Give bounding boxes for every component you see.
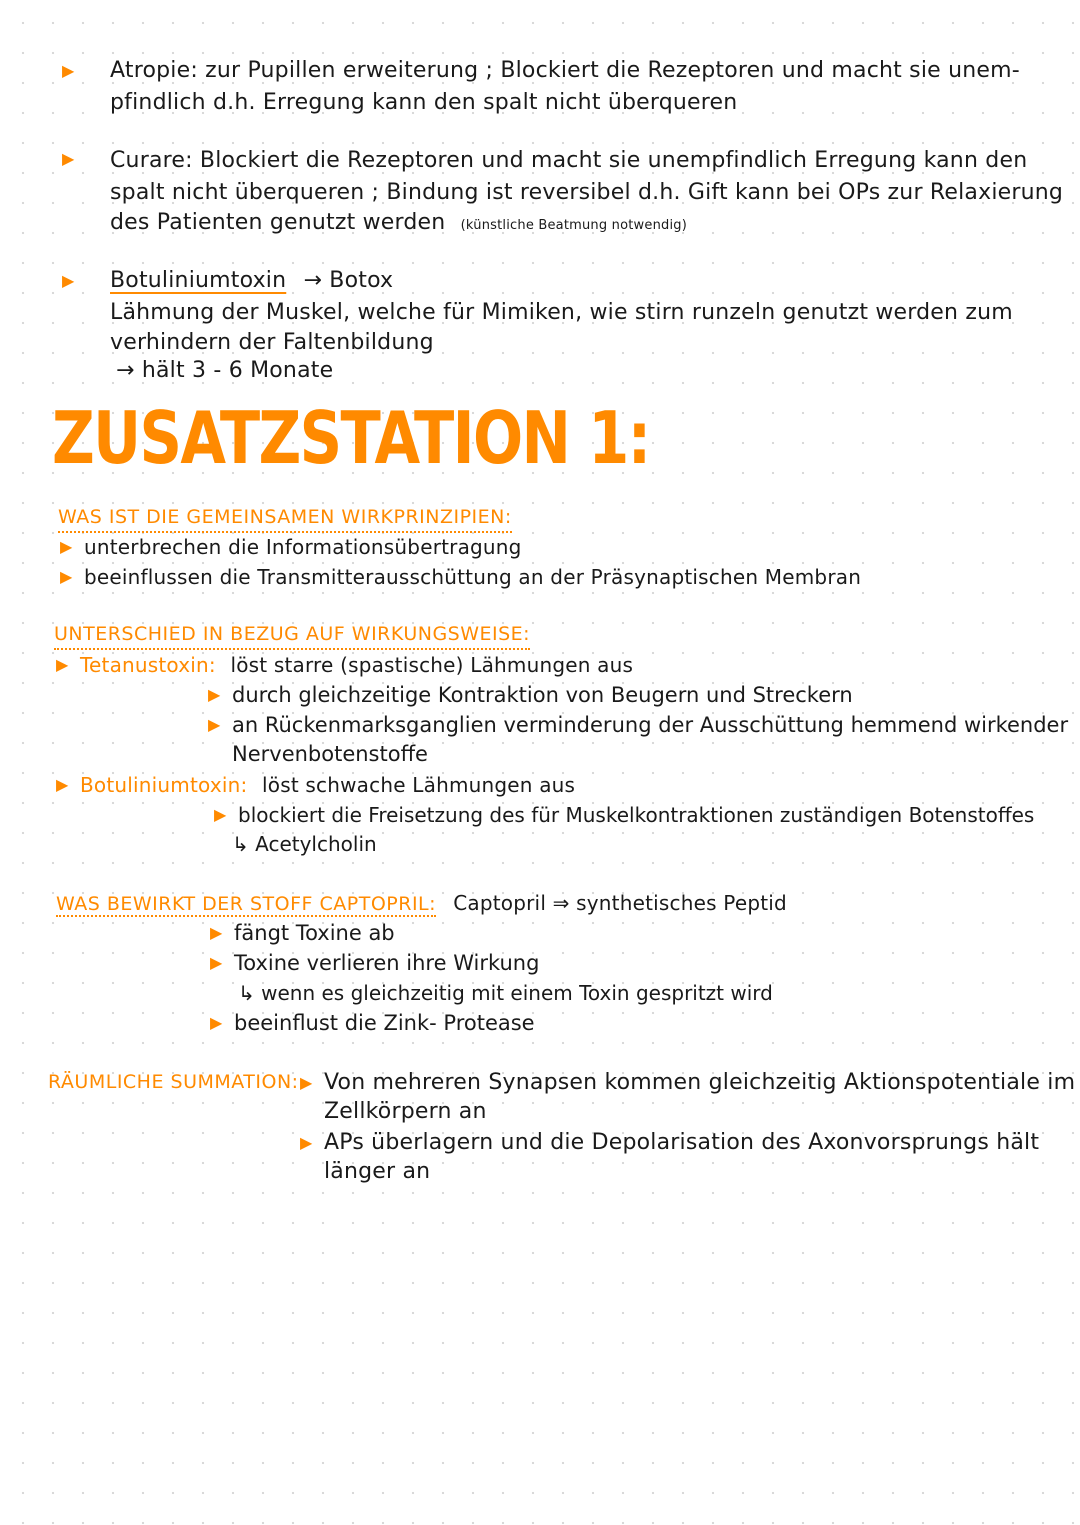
tetanus-sub-1: durch gleichzeitige Kontraktion von Beugern und Streckern: [232, 683, 853, 707]
bullet-arrow-icon: ▶: [62, 61, 75, 80]
bullet-arrow-icon: ▶: [208, 685, 221, 704]
bullet-arrow-icon: ▶: [210, 953, 223, 972]
curare-note: (künstliche Beatmung notwendig): [460, 218, 687, 233]
botox-line-3: verhindern der Faltenbildung: [110, 330, 434, 355]
section-3-header: [56, 888, 787, 919]
section-4-item-1b: Zellkörpern an: [324, 1099, 487, 1124]
page-title: ZUSATZSTATION 1:: [52, 396, 650, 480]
botox-line-2: Lähmung der Muskel, welche für Mimiken, wie stirn runzeln genutzt werden zum: [110, 300, 1013, 325]
botox2-label: Botuliniumtoxin:: [80, 773, 248, 797]
section-3-text: Captopril ⇒ synthetisches Peptid: [453, 891, 787, 915]
section-4-item-2b: länger an: [324, 1159, 431, 1184]
bullet-arrow-icon: ▶: [56, 775, 69, 794]
curare-line-2: spalt nicht überqueren ; Bindung ist reversibel d.h. Gift kann bei OPs zur Relaxierung: [110, 180, 1064, 205]
curare-line-3-text: des Patienten genutzt werden: [110, 210, 446, 235]
botox2-sub-2: ↳ Acetylcholin: [232, 832, 377, 856]
section-4-title: RÄUMLICHE SUMMATION:: [48, 1071, 299, 1093]
bullet-arrow-icon: ▶: [62, 271, 75, 290]
section-3-item-3: ↳ wenn es gleichzeitig mit einem Toxin gespritzt wird: [238, 981, 773, 1005]
tetanus-sub-2b: Nervenbotenstoffe: [232, 742, 428, 766]
bullet-arrow-icon: ▶: [210, 1013, 223, 1032]
botox2-sub-1: blockiert die Freisetzung des für Muskelkontraktionen zuständigen Botenstoffes: [238, 803, 1035, 827]
curare-line-1: Curare: Blockiert die Rezeptoren und macht sie unempfindlich Erregung kann den: [110, 148, 1028, 173]
bullet-arrow-icon: ▶: [60, 537, 73, 556]
botox-line-4: → hält 3 - 6 Monate: [116, 358, 334, 383]
section-1-title: WAS IST DIE GEMEINSAMEN WIRKPRINZIPIEN:: [58, 503, 512, 533]
botox2-text: löst schwache Lähmungen aus: [262, 773, 576, 797]
tetanus-sub-2a: an Rückenmarksganglien verminderung der Ausschüttung hemmend wirkender: [232, 713, 1069, 737]
botox-title-suffix: → Botox: [303, 268, 394, 293]
curare-line-3: [110, 208, 687, 241]
section-4-item-1a: Von mehreren Synapsen kommen gleichzeitig Aktionspotentiale im: [324, 1070, 1076, 1095]
atropin-line-2: pfindlich d.h. Erregung kann den spalt nicht überqueren: [110, 90, 738, 115]
bullet-arrow-icon: ▶: [208, 715, 221, 734]
botox-line-1: [110, 266, 393, 296]
bullet-arrow-icon: ▶: [60, 567, 73, 586]
bullet-arrow-icon: ▶: [56, 655, 69, 674]
atropin-line-1: Atropie: zur Pupillen erweiterung ; Blockiert die Rezeptoren und macht sie unem-: [110, 58, 1020, 83]
section-1-item-2: beeinflussen die Transmitterausschüttung an der Präsynaptischen Membran: [84, 565, 862, 589]
bullet-arrow-icon: ▶: [300, 1133, 313, 1152]
section-1-item-1: unterbrechen die Informationsübertragung: [84, 535, 522, 559]
section-4-item-2a: APs überlagern und die Depolarisation des Axonvorsprungs hält: [324, 1130, 1040, 1155]
section-3-item-4: beeinflust die Zink- Protease: [234, 1011, 535, 1035]
bullet-arrow-icon: ▶: [62, 149, 75, 168]
tetanus-text: löst starre (spastische) Lähmungen aus: [230, 653, 634, 677]
botox2-line: [80, 770, 575, 800]
tetanus-line: [80, 650, 633, 680]
bullet-arrow-icon: ▶: [300, 1073, 313, 1092]
section-3-title: WAS BEWIRKT DER STOFF CAPTOPRIL:: [56, 893, 437, 915]
bullet-arrow-icon: ▶: [210, 923, 223, 942]
bullet-arrow-icon: ▶: [214, 805, 227, 824]
section-3-item-1: fängt Toxine ab: [234, 921, 395, 945]
tetanus-label: Tetanustoxin:: [80, 653, 216, 677]
section-3-item-2: Toxine verlieren ihre Wirkung: [234, 951, 540, 975]
botox-title: Botuliniumtoxin: [110, 268, 287, 293]
section-2-title: UNTERSCHIED IN BEZUG AUF WIRKUNGSWEISE:: [54, 620, 530, 650]
